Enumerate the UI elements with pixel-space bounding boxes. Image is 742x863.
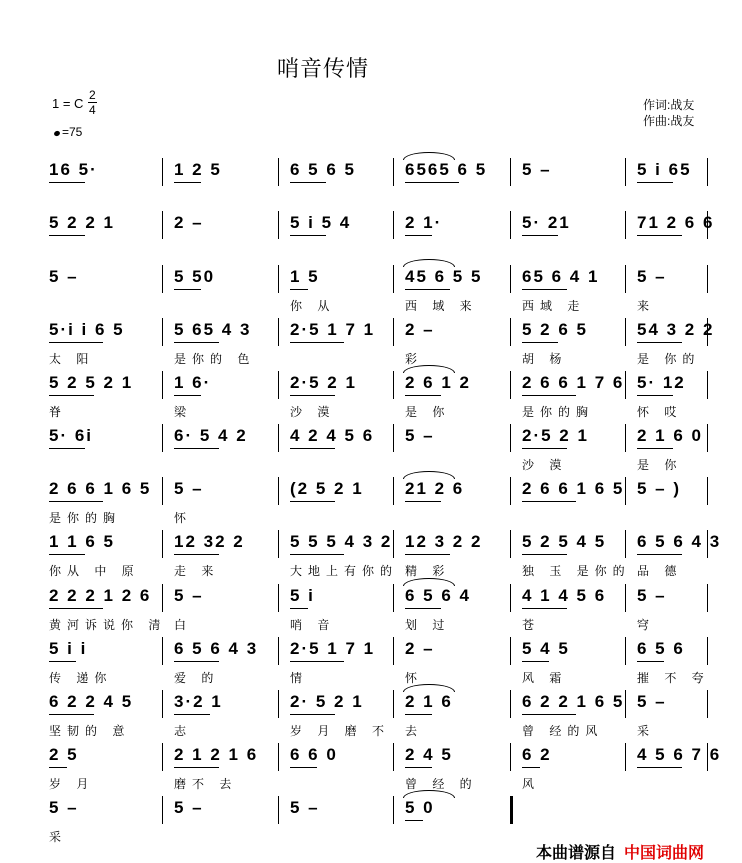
measure: 5 2 2 1 — [49, 213, 115, 232]
lyric-text: 穹 — [637, 618, 656, 632]
lyric-text: 独 玉 是你的 — [522, 564, 631, 578]
measure: 3·2 1 — [174, 692, 223, 711]
beam-line — [405, 554, 450, 555]
beam-line — [637, 767, 682, 768]
beam-line — [637, 182, 673, 183]
barline — [278, 477, 279, 505]
beam-line — [405, 395, 441, 396]
lyric-text: 岁 月 磨 不 — [290, 724, 391, 738]
beam-line — [405, 714, 432, 715]
beam-line — [522, 448, 567, 449]
barline — [707, 637, 708, 665]
lyric-text: 脊 — [49, 405, 68, 419]
measure: 6 5 6 4 — [405, 586, 471, 605]
barline — [162, 584, 163, 612]
barline — [393, 318, 394, 346]
lyric-text: 坚韧的 意 — [49, 724, 131, 738]
beam-line — [522, 501, 576, 502]
barline — [625, 584, 626, 612]
lyric-text: 风 — [522, 777, 541, 791]
beam-line — [290, 235, 326, 236]
lyric-text: 怀 — [405, 671, 424, 685]
beam-line — [522, 554, 567, 555]
measure: 5 65 4 3 — [174, 320, 252, 339]
measure: 5 50 — [174, 267, 216, 286]
beam-line — [405, 501, 441, 502]
measure: 6 5 6 4 3 — [174, 639, 259, 658]
lyric-text: 彩 — [405, 352, 424, 366]
measure: 5 2 5 2 1 — [49, 373, 134, 392]
beam-line — [174, 448, 219, 449]
beam-line — [174, 182, 201, 183]
beam-line — [522, 289, 567, 290]
barline — [393, 743, 394, 771]
measure: 12 3 2 2 — [405, 532, 483, 551]
barline — [393, 530, 394, 558]
barline — [162, 530, 163, 558]
lyric-text: 摧 不 夸 — [637, 671, 710, 685]
measure: 5 – — [174, 479, 204, 498]
barline — [393, 584, 394, 612]
barline — [162, 637, 163, 665]
barline — [278, 690, 279, 718]
beam-line — [174, 714, 210, 715]
beam-line — [290, 289, 308, 290]
lyric-text: 是 你 — [405, 405, 451, 419]
barline — [278, 371, 279, 399]
measure: 12 32 2 — [174, 532, 245, 551]
barline — [278, 743, 279, 771]
measure: 5 – — [174, 586, 204, 605]
measure: 4 5 6 7 6 — [637, 745, 722, 764]
measure: 5 – — [637, 692, 667, 711]
measure: 5 – — [49, 267, 79, 286]
beam-line — [49, 448, 85, 449]
lyric-text: 风 霜 — [522, 671, 568, 685]
measure: 5 – — [405, 426, 435, 445]
barline — [625, 637, 626, 665]
credits — [643, 97, 694, 129]
barline — [510, 477, 511, 505]
beam-line — [405, 608, 441, 609]
beam-line — [522, 767, 540, 768]
barline — [510, 743, 511, 771]
barline — [510, 690, 511, 718]
measure: 2 1 2 1 6 — [174, 745, 259, 764]
barline — [162, 424, 163, 452]
measure: 4 1 4 5 6 — [522, 586, 607, 605]
barline — [393, 371, 394, 399]
time-signature — [88, 88, 97, 117]
lyric-text: 哨 音 — [290, 618, 336, 632]
lyric-text: 沙 漠 — [290, 405, 336, 419]
lyric-text: 沙 漠 — [522, 458, 568, 472]
measure: 6 5 6 — [637, 639, 685, 658]
barline — [393, 265, 394, 293]
beam-line — [290, 767, 317, 768]
barline — [510, 637, 511, 665]
barline — [278, 530, 279, 558]
barline — [278, 318, 279, 346]
measure: 5 4 5 — [522, 639, 570, 658]
measure: 6 2 — [522, 745, 552, 764]
barline — [393, 424, 394, 452]
beam-line — [290, 608, 308, 609]
barline — [707, 371, 708, 399]
measure: 5· 12 — [637, 373, 686, 392]
barline — [707, 690, 708, 718]
beam-line — [290, 342, 344, 343]
measure: 5 – — [637, 586, 667, 605]
time-signature-denominator: 4 — [89, 103, 96, 117]
measure: 1 2 5 — [174, 160, 222, 179]
measure: 2 1· — [405, 213, 443, 232]
measure: 2 6 6 1 6 5 — [49, 479, 152, 498]
beam-line — [290, 182, 326, 183]
lyric-text: 走 来 — [174, 564, 220, 578]
barline — [162, 477, 163, 505]
beam-line — [174, 767, 219, 768]
lyric-text: 来 — [637, 299, 656, 313]
barline — [393, 477, 394, 505]
measure: 5 i — [290, 586, 315, 605]
beam-line — [405, 767, 432, 768]
barline — [162, 158, 163, 186]
beam-line — [637, 554, 682, 555]
beam-line — [637, 342, 682, 343]
lyric-text: 黄河诉说你 清 — [49, 618, 167, 632]
measure: 2·5 1 7 1 — [290, 320, 376, 339]
beam-line — [405, 235, 432, 236]
barline — [393, 211, 394, 239]
site-brand: 中国词曲网 — [624, 845, 705, 862]
beam-line — [290, 501, 335, 502]
lyric-text: 西域 走 — [522, 299, 586, 313]
beam-line — [290, 714, 335, 715]
measure: 1 5 — [290, 267, 320, 286]
beam-line — [290, 448, 335, 449]
measure: 6 6 0 — [290, 745, 338, 764]
barline — [510, 318, 511, 346]
measure: 5 2 6 5 — [522, 320, 588, 339]
beam-line — [174, 342, 219, 343]
measure: 65 6 4 1 — [522, 267, 600, 286]
barline — [162, 318, 163, 346]
measure: 2 4 5 — [405, 745, 453, 764]
measure: 6 5 6 4 3 — [637, 532, 722, 551]
measure: 2 – — [405, 320, 435, 339]
beam-line — [637, 448, 673, 449]
beam-line — [49, 554, 85, 555]
measure: (2 5 2 1 — [290, 479, 364, 498]
barline — [625, 424, 626, 452]
lyric-text: 怀 哎 — [637, 405, 683, 419]
beam-line — [174, 661, 219, 662]
beam-line — [522, 235, 558, 236]
source-footer — [536, 840, 704, 863]
lyric-text: 是你的 色 — [174, 352, 256, 366]
measure: 2 6 6 1 6 5 — [522, 479, 625, 498]
barline — [393, 690, 394, 718]
measure: 5 i 65 — [637, 160, 692, 179]
lyric-text: 胡 杨 — [522, 352, 568, 366]
lyric-text: 是 你 — [637, 458, 683, 472]
beam-line — [522, 714, 576, 715]
measure: 2 1 6 0 — [637, 426, 703, 445]
barline — [162, 690, 163, 718]
measure: 2 2 2 1 2 6 — [49, 586, 152, 605]
barline — [707, 477, 708, 505]
lyric-text: 大地上有你的 — [290, 564, 399, 578]
measure: 5 2 5 4 5 — [522, 532, 607, 551]
measure: 5 – ) — [637, 479, 682, 498]
tempo-marking — [54, 125, 82, 139]
barline — [625, 477, 626, 505]
measure: 2·5 1 7 1 — [290, 639, 376, 658]
barline — [510, 530, 511, 558]
lyric-text: 磨不 去 — [174, 777, 238, 791]
measure: 5· 21 — [522, 213, 571, 232]
composer: 作曲:战友 — [643, 114, 695, 128]
measure: 2 – — [405, 639, 435, 658]
measure: 6 2 2 1 6 5 — [522, 692, 625, 711]
lyric-text: 爱 的 — [174, 671, 220, 685]
measure: 71 2 6 6 — [637, 213, 715, 232]
measure: 5 0 — [405, 798, 435, 817]
barline — [278, 584, 279, 612]
barline — [625, 371, 626, 399]
beam-line — [49, 767, 67, 768]
measure: 2·5 2 1 — [522, 426, 589, 445]
lyric-text: 你 从 — [290, 299, 336, 313]
measure: 5 – — [637, 267, 667, 286]
beam-line — [49, 608, 103, 609]
measure: 1 6· — [174, 373, 212, 392]
barline — [393, 796, 394, 824]
measure: 6565 6 5 — [405, 160, 488, 179]
beam-line — [174, 289, 201, 290]
beam-line — [405, 289, 450, 290]
beam-line — [49, 342, 103, 343]
barline — [510, 424, 511, 452]
time-signature-numerator: 2 — [89, 88, 96, 102]
measure: 2 – — [174, 213, 204, 232]
beam-line — [637, 235, 682, 236]
measure: 2· 5 2 1 — [290, 692, 364, 711]
barline — [162, 743, 163, 771]
barline — [162, 265, 163, 293]
lyric-text: 苍 — [522, 618, 541, 632]
lyric-text: 情 — [290, 671, 309, 685]
measure: 5 – — [49, 798, 79, 817]
measure: 5 5 5 4 3 2 — [290, 532, 393, 551]
barline — [707, 158, 708, 186]
quarter-note-icon — [53, 130, 60, 137]
lyric-text: 怀 — [174, 511, 193, 525]
lyric-text: 划 过 — [405, 618, 451, 632]
barline — [510, 158, 511, 186]
measure: 21 2 6 — [405, 479, 465, 498]
lyric-text: 太 阳 — [49, 352, 95, 366]
beam-line — [290, 554, 344, 555]
barline — [510, 584, 511, 612]
measure: 2·5 2 1 — [290, 373, 357, 392]
barline — [510, 265, 511, 293]
beam-line — [49, 714, 94, 715]
barline — [707, 424, 708, 452]
beam-line — [49, 182, 85, 183]
slur — [403, 152, 455, 160]
barline — [393, 637, 394, 665]
barline — [162, 211, 163, 239]
beam-line — [522, 395, 576, 396]
measure: 2 1 6 — [405, 692, 453, 711]
measure: 2 6 6 1 7 6 — [522, 373, 625, 392]
lyric-text: 是你的胸 — [522, 405, 595, 419]
barline — [707, 265, 708, 293]
measure: 54 3 2 2 — [637, 320, 715, 339]
barline — [278, 211, 279, 239]
beam-line — [290, 661, 344, 662]
measure: 45 6 5 5 — [405, 267, 483, 286]
measure: 4 2 4 5 6 — [290, 426, 375, 445]
beam-line — [290, 395, 335, 396]
lyric-text: 梁 — [174, 405, 193, 419]
beam-line — [49, 661, 76, 662]
beam-line — [637, 395, 673, 396]
key-signature: 1 = C — [52, 96, 84, 111]
measure: 5 i 5 4 — [290, 213, 352, 232]
barline — [625, 318, 626, 346]
lyric-text: 西 域 来 — [405, 299, 478, 313]
beam-line — [174, 395, 201, 396]
lyric-text: 精 彩 — [405, 564, 451, 578]
measure: 5 i i — [49, 639, 88, 658]
beam-line — [49, 235, 85, 236]
measure: 1 1 6 5 — [49, 532, 115, 551]
measure: 2 5 — [49, 745, 79, 764]
lyric-text: 岁 月 — [49, 777, 95, 791]
lyric-text: 志 — [174, 724, 193, 738]
lyric-text: 采 — [637, 724, 656, 738]
lyric-text: 采 — [49, 830, 68, 844]
barline — [278, 158, 279, 186]
lyric-text: 曾 经的风 — [522, 724, 604, 738]
measure: 5·i i 6 5 — [49, 320, 125, 339]
measure: 6 5 6 5 — [290, 160, 356, 179]
beam-line — [522, 608, 567, 609]
lyric-text: 传 递你 — [49, 671, 113, 685]
page-title: 哨音传情 — [277, 57, 370, 82]
barline — [510, 371, 511, 399]
barline — [278, 265, 279, 293]
beam-line — [49, 395, 94, 396]
measure: 6 2 2 4 5 — [49, 692, 134, 711]
lyric-text: 去 — [405, 724, 424, 738]
beam-line — [522, 661, 549, 662]
barline — [625, 158, 626, 186]
measure: 5 – — [290, 798, 320, 817]
barline — [278, 796, 279, 824]
measure: 16 5· — [49, 160, 98, 179]
barline — [625, 690, 626, 718]
beam-line — [405, 182, 459, 183]
barline — [707, 584, 708, 612]
barline — [625, 530, 626, 558]
lyricist: 作词:战友 — [643, 98, 695, 112]
barline — [278, 637, 279, 665]
beam-line — [405, 820, 423, 821]
barline — [510, 211, 511, 239]
barline — [510, 796, 513, 824]
lyric-text: 是你的胸 — [49, 511, 122, 525]
barline — [393, 158, 394, 186]
barline — [162, 371, 163, 399]
barline — [625, 265, 626, 293]
measure: 5· 6i — [49, 426, 94, 445]
barline — [625, 743, 626, 771]
barline — [162, 796, 163, 824]
beam-line — [49, 501, 103, 502]
lyric-text: 是 你的 — [637, 352, 701, 366]
measure: 5 – — [174, 798, 204, 817]
tempo-value: =75 — [62, 125, 83, 139]
beam-line — [637, 661, 664, 662]
lyric-text: 白 — [174, 618, 193, 632]
measure: 2 6 1 2 — [405, 373, 471, 392]
measure: 5 – — [522, 160, 552, 179]
measure: 6· 5 4 2 — [174, 426, 248, 445]
beam-line — [174, 554, 219, 555]
source-text: 本曲谱源自 — [536, 845, 617, 862]
lyric-text: 曾 经 的 — [405, 777, 478, 791]
barline — [278, 424, 279, 452]
lyric-text: 你从 中 原 — [49, 564, 140, 578]
lyric-text: 品 德 — [637, 564, 683, 578]
beam-line — [522, 342, 558, 343]
barline — [625, 211, 626, 239]
